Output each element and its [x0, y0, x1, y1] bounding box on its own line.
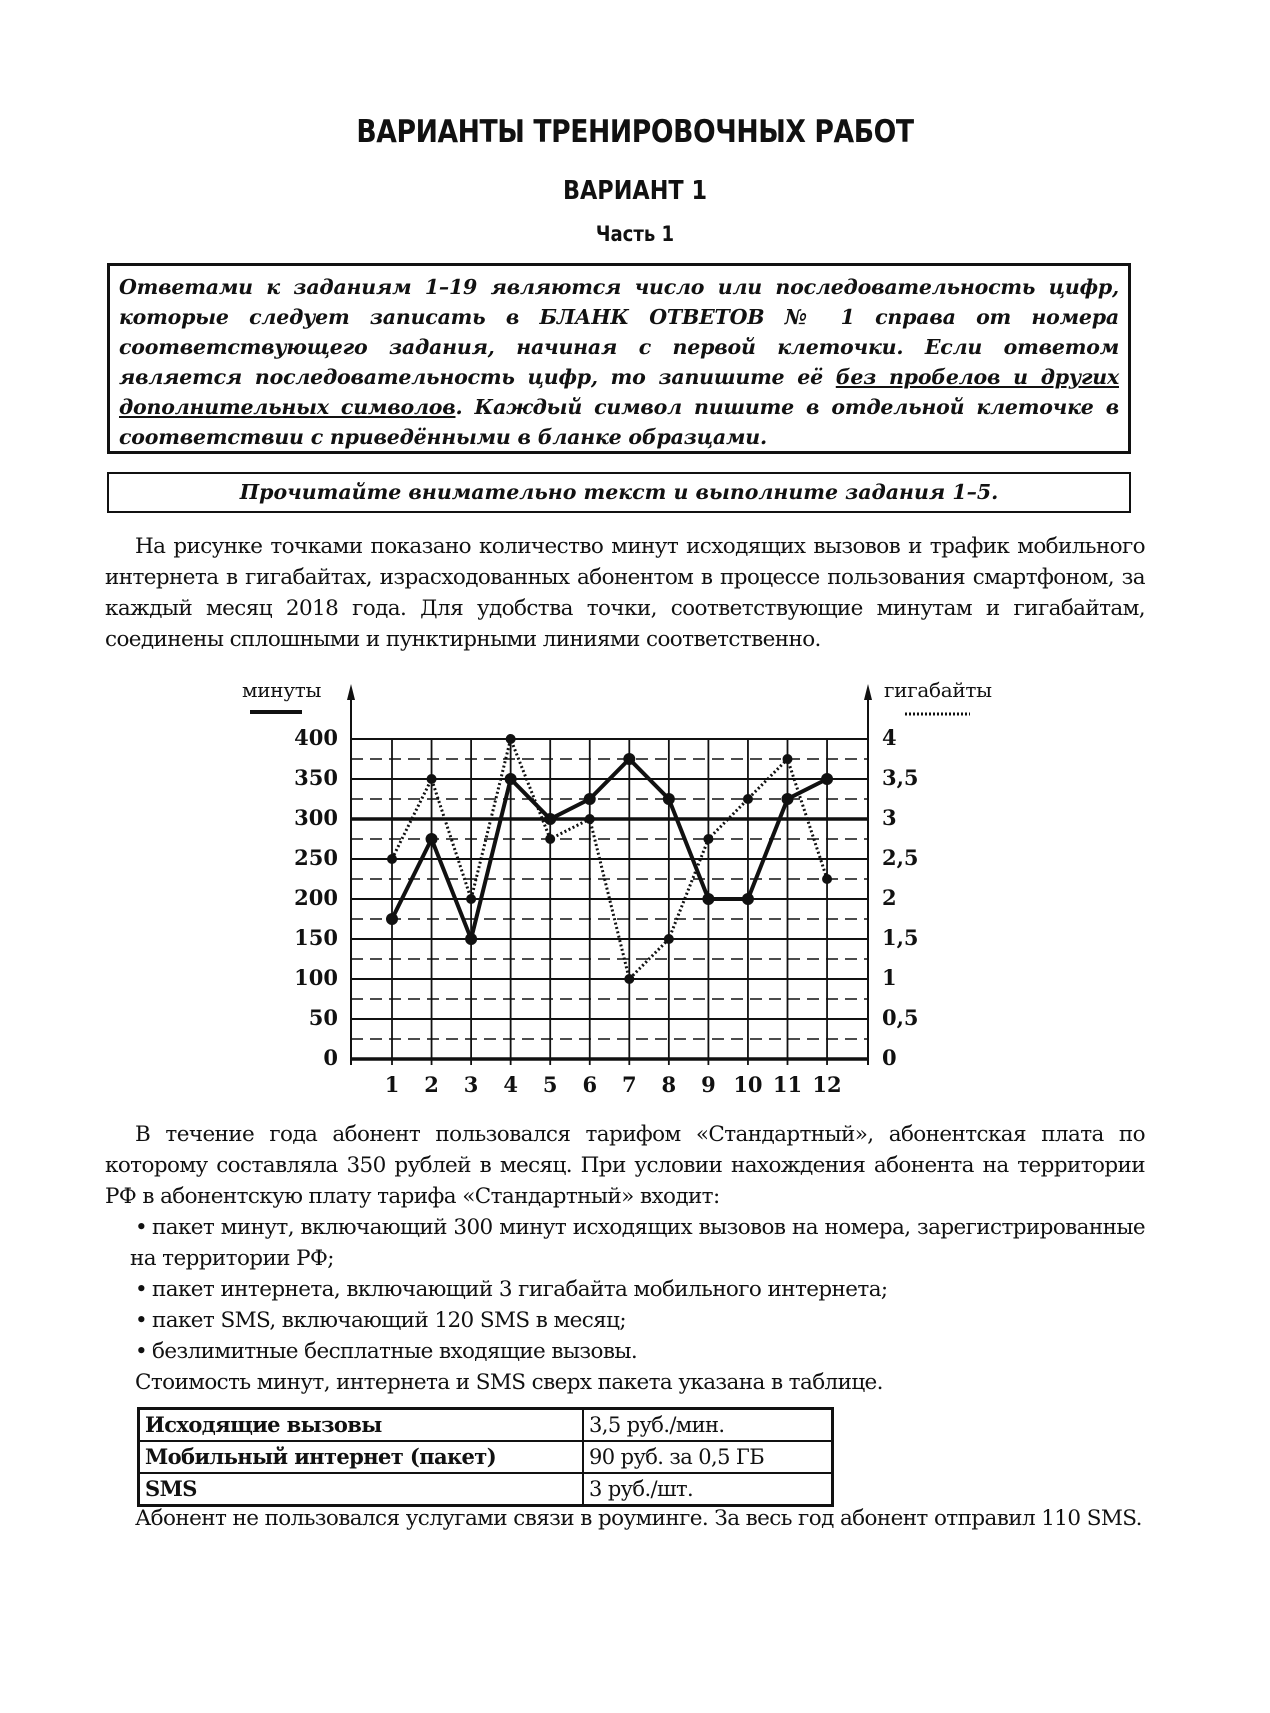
rates-table [137, 1407, 834, 1507]
bullet-item: • безлимитные бесплатные входящие вызовы. [134, 1339, 638, 1364]
left-y-tick: 150 [294, 925, 338, 950]
x-tick: 2 [424, 1072, 439, 1097]
x-tick: 12 [812, 1072, 842, 1097]
bullet-item: • пакет SMS, включающий 120 SMS в месяц; [134, 1308, 626, 1333]
bullet-item: • пакет минут, включающий 300 минут исходящих вызовов на номера, зарегистрированные на территории РФ; [130, 1215, 1145, 1271]
closing-paragraph: Абонент не пользовался услугами связи в роуминге. За весь год абонент отправил 110 SMS. [135, 1506, 1142, 1531]
left-y-tick: 100 [294, 965, 338, 990]
x-tick: 9 [701, 1072, 716, 1097]
intro-paragraph: На рисунке точками показано количество минут исходящих вызовов и трафик мобильного интернета в гигабайтах, израсходованных абонентом в процессе пользования смартфоном, за каждый месяц 2018 года. Для удобства точки, соответствующие минутам и гигабайтам, соединены сплошными и пунктирными линиями соответственно. [105, 534, 1145, 652]
x-tick: 6 [582, 1072, 598, 1097]
page-title: ВАРИАНТЫ ТРЕНИРОВОЧНЫХ РАБОТ [356, 114, 914, 150]
table-row [139, 1409, 833, 1442]
right-y-tick: 3 [882, 805, 897, 830]
read-prompt: Прочитайте внимательно текст и выполните задания 1–5. [239, 480, 999, 504]
bullet-item: • пакет интернета, включающий 3 гигабайта мобильного интернета; [134, 1277, 888, 1302]
x-tick: 11 [772, 1072, 803, 1097]
price-cell: 3,5 руб./мин. [583, 1409, 833, 1442]
left-y-tick: 300 [294, 805, 338, 830]
price-cell: 3 руб./шт. [583, 1473, 833, 1506]
left-y-tick: 50 [308, 1005, 338, 1030]
table-row [139, 1441, 833, 1473]
right-axis-label: гигабайты [884, 678, 992, 702]
price-cell: 90 руб. за 0,5 ГБ [583, 1441, 833, 1473]
service-cell: Исходящие вызовы [139, 1409, 584, 1442]
variant-title: ВАРИАНТ 1 [562, 176, 708, 206]
left-y-tick: 200 [294, 885, 338, 910]
right-y-tick: 2 [882, 885, 897, 910]
left-y-tick: 250 [294, 845, 338, 870]
right-y-tick: 0,5 [882, 1005, 919, 1030]
instructions-text: Ответами к заданиям 1–19 являются число или последовательность цифр, которые следует записать в БЛАНК ОТВЕТОВ № 1 справа от номера соответствующего задания, начиная с первой клеточки. Если ответом является последовательность цифр, то запишите её без пробелов и других дополнительных символов. Каждый символ пишите в отдельной клеточке в соответствии с приведёнными в бланке образцами. [119, 275, 1120, 449]
x-tick: 3 [463, 1072, 479, 1097]
left-y-tick: 0 [323, 1045, 338, 1070]
part-title: Часть 1 [595, 222, 675, 246]
right-y-tick: 0 [882, 1045, 897, 1070]
x-tick: 5 [542, 1072, 558, 1097]
service-cell: Мобильный интернет (пакет) [139, 1441, 584, 1473]
left-axis-label: минуты [242, 678, 322, 702]
x-tick: 8 [661, 1072, 677, 1097]
instructions-box [107, 263, 1131, 454]
table-intro: Стоимость минут, интернета и SMS сверх пакета указана в таблице. [135, 1370, 883, 1395]
service-cell: SMS [139, 1473, 584, 1506]
right-y-tick: 3,5 [882, 765, 919, 790]
left-y-tick: 400 [294, 725, 338, 750]
x-tick: 7 [621, 1072, 637, 1097]
right-y-tick: 1,5 [882, 925, 919, 950]
instructions-underlined: без пробелов и других дополнительных символов [119, 365, 1120, 419]
x-tick: 1 [384, 1072, 400, 1097]
x-tick: 4 [503, 1072, 518, 1097]
right-y-tick: 4 [882, 725, 897, 750]
right-y-tick: 1 [882, 965, 897, 990]
right-y-tick: 2,5 [882, 845, 919, 870]
left-y-tick: 350 [294, 765, 338, 790]
read-prompt-box [107, 472, 1131, 513]
table-row [139, 1473, 833, 1506]
x-tick: 10 [733, 1072, 763, 1097]
tariff-paragraph: В течение года абонент пользовался тарифом «Стандартный», абонентская плата по которому составляла 350 рублей в месяц. При условии нахождения абонента на территории РФ в абонентскую плату тарифа «Стандартный» входит: [105, 1122, 1145, 1209]
